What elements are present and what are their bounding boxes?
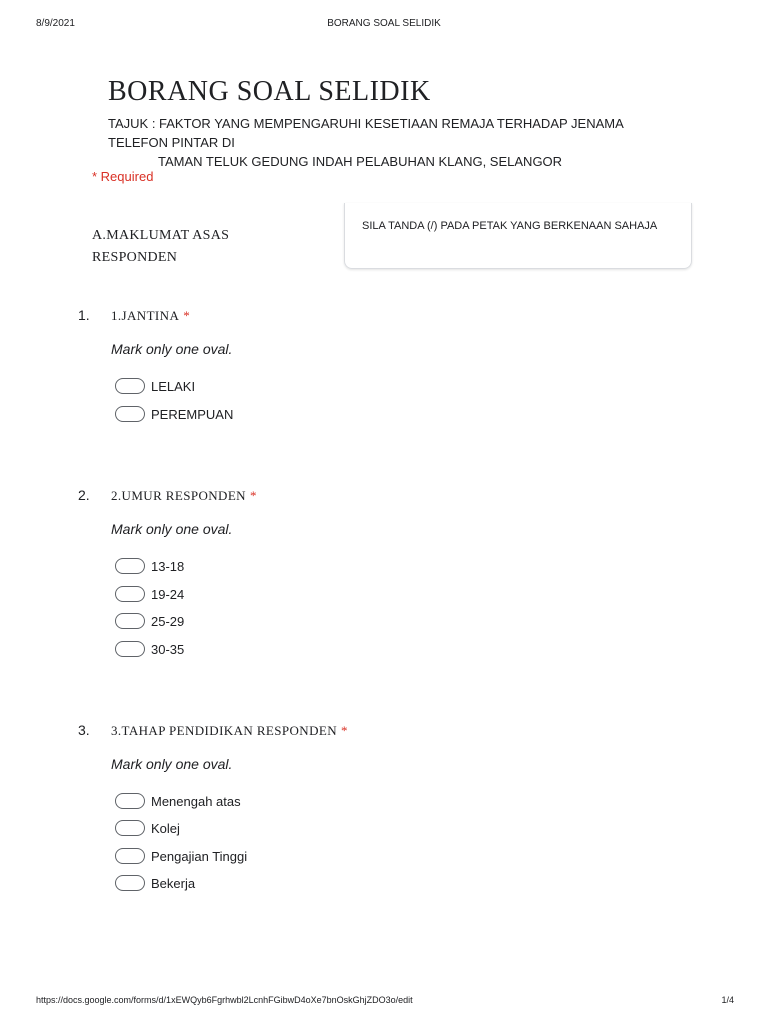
radio-oval[interactable] <box>115 848 145 864</box>
required-asterisk: * <box>341 723 348 738</box>
radio-oval[interactable] <box>115 586 145 602</box>
radio-oval[interactable] <box>115 406 145 422</box>
question-title-text: 1.JANTINA <box>111 308 180 323</box>
radio-oval[interactable] <box>115 875 145 891</box>
description-line-2: TELEFON PINTAR DI <box>108 135 235 150</box>
form-description <box>108 114 668 171</box>
option-label: Pengajian Tinggi <box>151 848 248 864</box>
radio-oval[interactable] <box>115 558 145 574</box>
radio-option[interactable] <box>115 873 195 893</box>
option-label: Menengah atas <box>151 793 241 809</box>
radio-option[interactable] <box>115 818 180 838</box>
option-label: PEREMPUAN <box>151 406 234 422</box>
radio-option[interactable] <box>115 639 184 659</box>
required-asterisk: * <box>183 308 191 323</box>
print-url: https://docs.google.com/forms/d/1xEWQyb6Fgrhwbl2LcnhFGibwD4oXe7bnOskGhjZDO3o/edit <box>36 995 413 1005</box>
form-title: BORANG SOAL SELIDIK <box>108 76 431 107</box>
question-number: 2. <box>78 487 90 503</box>
question-title-text: 2.UMUR RESPONDEN <box>111 488 246 503</box>
option-label: 19-24 <box>151 586 185 602</box>
option-label: Kolej <box>151 820 180 836</box>
radio-oval[interactable] <box>115 378 145 394</box>
question-instruction: Mark only one oval. <box>111 341 233 357</box>
question-title-text: 3.TAHAP PENDIDIKAN RESPONDEN <box>111 723 337 738</box>
question-number: 3. <box>78 722 90 738</box>
radio-option[interactable] <box>115 404 233 424</box>
option-label: 25-29 <box>151 613 185 629</box>
radio-option[interactable] <box>115 846 247 866</box>
section-description: SILA TANDA (/) PADA PETAK YANG BERKENAAN SAHAJA <box>362 220 658 232</box>
required-note: * Required <box>92 169 154 184</box>
radio-option[interactable] <box>115 791 241 811</box>
required-asterisk: * <box>249 488 257 503</box>
option-label: 30-35 <box>151 641 185 657</box>
radio-oval[interactable] <box>115 641 145 657</box>
radio-oval[interactable] <box>115 793 145 809</box>
option-label: 13-18 <box>151 558 185 574</box>
radio-option[interactable] <box>115 556 184 576</box>
question-title <box>111 308 190 324</box>
question-instruction: Mark only one oval. <box>111 521 233 537</box>
section-description-card <box>344 203 692 269</box>
question-instruction: Mark only one oval. <box>111 756 233 772</box>
option-label: Bekerja <box>151 875 196 891</box>
radio-option[interactable] <box>115 584 184 604</box>
radio-oval[interactable] <box>115 613 145 629</box>
option-label: LELAKI <box>151 378 196 394</box>
description-line-3: TAMAN TELUK GEDUNG INDAH PELABUHAN KLANG, SELANGOR <box>158 154 563 169</box>
page-number: 1/4 <box>721 995 734 1005</box>
question-title <box>111 723 348 739</box>
question-number: 1. <box>78 307 90 323</box>
section-title: A.MAKLUMAT ASAS RESPONDEN <box>92 228 230 265</box>
question-title <box>111 488 257 504</box>
print-date: 8/9/2021 <box>36 18 75 29</box>
radio-oval[interactable] <box>115 820 145 836</box>
radio-option[interactable] <box>115 376 195 396</box>
description-line-1: TAJUK : FAKTOR YANG MEMPENGARUHI KESETIAAN REMAJA TERHADAP JENAMA <box>108 116 624 131</box>
radio-option[interactable] <box>115 611 184 631</box>
print-doc-title: BORANG SOAL SELIDIK <box>327 18 441 29</box>
